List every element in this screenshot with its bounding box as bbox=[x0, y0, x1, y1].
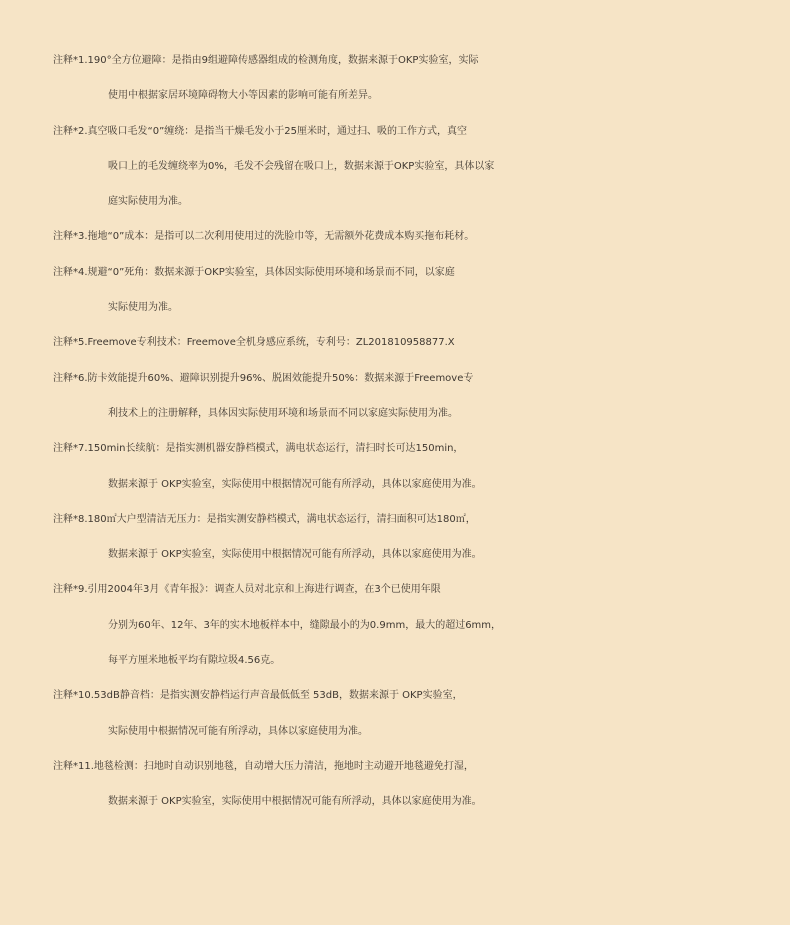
footnote-1-line-2: 使用中根据家居环境障碍物大小等因素的影响可能有所差异。 bbox=[108, 90, 378, 102]
footnotes-list bbox=[0, 43, 790, 820]
footnote-1-line-1: 注释*1.190°全方位避障：是指由9组避障传感器组成的检测角度，数据来源于OKP实验室，实际 bbox=[53, 55, 479, 66]
footnote-2-line-3: 庭实际使用为准。 bbox=[108, 196, 188, 208]
footnote-10-line-2: 实际使用中根据情况可能有所浮动，具体以家庭使用为准。 bbox=[108, 725, 368, 737]
footnote-9-line-1: 注释*9.引用2004年3月《青年报》：调查人员对北京和上海进行调查，在3个已使用年限 bbox=[53, 584, 441, 596]
footnote-10-line-1: 注释*10.53dB静音档：是指实测安静档运行声音最低低至 53dB，数据来源于 OKP实验室， bbox=[53, 690, 463, 702]
footnote-4-line-2: 实际使用为准。 bbox=[108, 302, 178, 314]
footnote-8-line-1: 注释*8.180㎡大户型清洁无压力：是指实测安静档模式，满电状态运行，清扫面积可达180㎡， bbox=[53, 513, 476, 525]
footnote-5-line-1: 注释*5.Freemove专利技术：Freemove全机身感应系统，专利号：ZL201810958877.X bbox=[53, 337, 455, 349]
footnote-6-line-1: 注释*6.防卡效能提升60%、避障识别提升96%、脱困效能提升50%：数据来源于Freemove专 bbox=[53, 372, 474, 384]
footnote-9-line-2: 分别为60年、12年、3年的实木地板样本中，缝隙最小的为0.9mm，最大的超过6mm， bbox=[108, 619, 502, 631]
footnote-4-line-1: 注释*4.规避“0”死角：数据来源于OKP实验室，具体因实际使用环境和场景而不同，以家庭 bbox=[53, 266, 455, 278]
footnote-3-line-1: 注释*3.拖地“0”成本：是指可以二次利用使用过的洗脸巾等，无需额外花费成本购买拖布耗材。 bbox=[53, 231, 475, 243]
footnote-11-line-2: 数据来源于 OKP实验室，实际使用中根据情况可能有所浮动，具体以家庭使用为准。 bbox=[108, 796, 482, 808]
footnote-2-line-1: 注释*2.真空吸口毛发“0”缠绕：是指当干燥毛发小于25厘米时，通过扫、吸的工作方式，真空 bbox=[53, 125, 467, 137]
footnote-7-line-2: 数据来源于 OKP实验室，实际使用中根据情况可能有所浮动，具体以家庭使用为准。 bbox=[108, 478, 482, 490]
footnote-2-line-2: 吸口上的毛发缠绕率为0%，毛发不会残留在吸口上，数据来源于OKP实验室，具体以家 bbox=[108, 160, 495, 172]
footnote-8-line-2: 数据来源于 OKP实验室，实际使用中根据情况可能有所浮动，具体以家庭使用为准。 bbox=[108, 549, 482, 561]
footnote-7-line-1: 注释*7.150min长续航：是指实测机器安静档模式，满电状态运行，清扫时长可达150min， bbox=[53, 443, 464, 455]
footnote-11-line-1: 注释*11.地毯检测：扫地时自动识别地毯，自动增大压力清洁，拖地时主动避开地毯避免打湿， bbox=[53, 760, 474, 772]
footnote-9-line-3: 每平方厘米地板平均有隙垃圾4.56克。 bbox=[108, 655, 281, 667]
footnote-6-line-2: 利技术上的注册解释，具体因实际使用环境和场景而不同以家庭实际使用为准。 bbox=[108, 407, 458, 419]
